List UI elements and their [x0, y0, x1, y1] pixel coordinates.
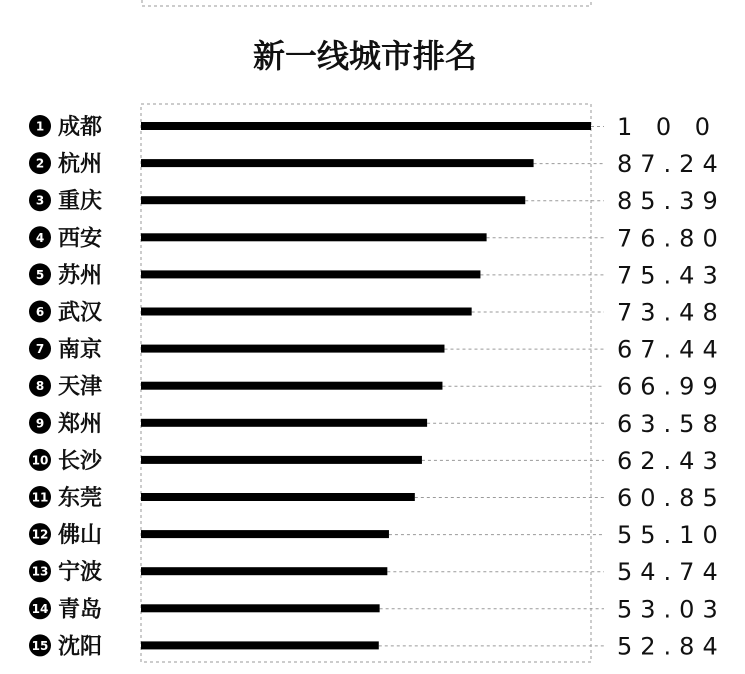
bar: [141, 308, 472, 316]
value-label: 87.24: [617, 150, 726, 179]
value-label: 66.99: [617, 372, 726, 401]
city-label: 宁波: [58, 560, 103, 586]
rank-number: 1: [35, 119, 45, 134]
rank-number: 12: [31, 527, 49, 542]
rank-number: 7: [35, 342, 45, 357]
city-label: 沈阳: [58, 634, 103, 660]
chart-title: 新一线城市排名: [252, 37, 478, 75]
bar: [141, 493, 415, 501]
bar: [141, 270, 480, 278]
city-label: 苏州: [58, 263, 103, 289]
value-label: 53.03: [617, 595, 726, 624]
value-label: 76.80: [617, 224, 726, 253]
value-label: 54.74: [617, 558, 726, 587]
rank-number: 11: [31, 490, 49, 505]
bar: [141, 419, 427, 427]
rank-number: 15: [31, 638, 49, 653]
value-label: 73.48: [617, 298, 726, 327]
bar: [141, 530, 389, 538]
bar: [141, 196, 525, 204]
city-label: 重庆: [58, 189, 103, 215]
bar: [141, 567, 387, 575]
bar: [141, 641, 379, 649]
rank-number: 4: [35, 230, 45, 245]
value-label: 62.43: [617, 446, 726, 475]
rank-number: 14: [31, 601, 49, 616]
bar: [141, 345, 444, 353]
rank-number: 9: [35, 416, 45, 431]
rank-number: 10: [31, 453, 49, 468]
city-label: 长沙: [58, 448, 103, 474]
value-label: 55.10: [617, 521, 726, 550]
value-label: 52.84: [617, 632, 726, 661]
bar: [141, 604, 380, 612]
bar: [141, 122, 591, 130]
value-label: 75.43: [617, 261, 726, 290]
value-label: 1 0 0: [617, 113, 719, 141]
city-label: 郑州: [58, 411, 103, 437]
city-label: 成都: [58, 115, 103, 140]
city-label: 青岛: [58, 597, 103, 623]
city-label: 南京: [58, 337, 103, 363]
rank-number: 6: [35, 305, 45, 319]
value-label: 85.39: [617, 187, 726, 216]
bar: [141, 159, 534, 167]
rank-number: 3: [35, 193, 45, 208]
bar: [141, 233, 487, 241]
value-label: 67.44: [617, 335, 726, 364]
city-label: 天津: [58, 374, 103, 400]
city-label: 佛山: [58, 523, 103, 549]
value-label: 60.85: [617, 484, 726, 512]
city-label: 杭州: [58, 152, 103, 178]
city-label: 武汉: [58, 300, 103, 326]
value-label: 63.58: [617, 409, 726, 438]
rank-number: 8: [35, 379, 45, 394]
city-label: 东莞: [58, 486, 103, 511]
rank-number: 13: [31, 564, 49, 579]
rank-number: 5: [35, 267, 45, 282]
city-label: 西安: [58, 226, 103, 252]
bar: [141, 456, 422, 464]
bar: [141, 382, 442, 390]
rank-number: 2: [35, 156, 45, 171]
